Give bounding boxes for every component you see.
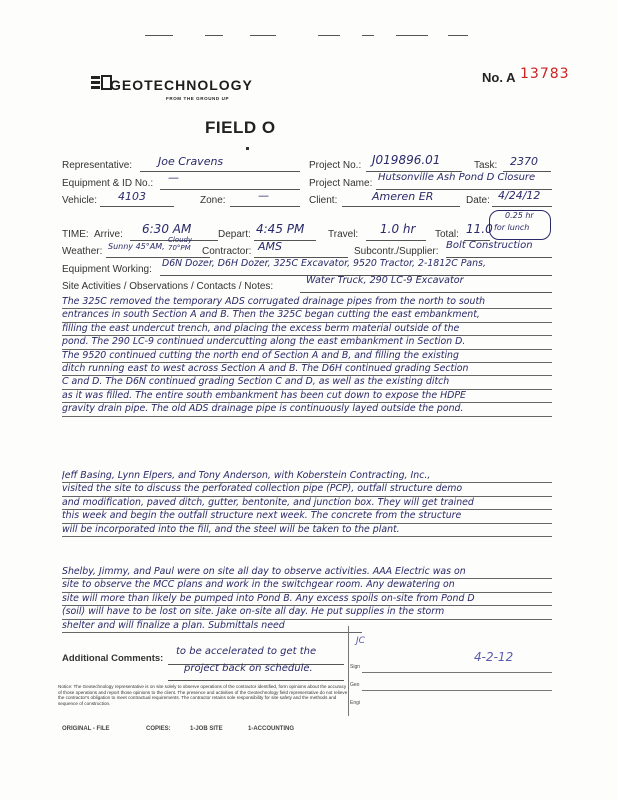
narrative-line: entrances in south Section A and B. Then the 325C began cutting the east embankment,: [62, 309, 552, 322]
zone-value: —: [258, 189, 269, 202]
contractor-value: AMS: [258, 240, 282, 253]
narrative-paragraph-2: [62, 470, 552, 537]
signature-label: Sign: [350, 664, 361, 670]
narrative-line: Jeff Basing, Lynn Elpers, and Tony Anderson, with Koberstein Contracting, Inc.,: [62, 470, 552, 483]
narrative-line: The 325C removed the temporary ADS corrugated drainage pipes from the north to south: [62, 296, 552, 309]
narrative-line: as it was filled. The entire south embankment has been cut down to expose the HDPE: [62, 390, 552, 403]
narrative-line: and modification, paved ditch, gutter, bentonite, and junction box. They will get trained: [62, 497, 552, 510]
scan-mark: [318, 35, 340, 36]
narrative-line: shelter and will finalize a plan. Submittals need: [62, 620, 362, 633]
geo-signature-line: [362, 690, 552, 691]
travel-label: Travel:: [328, 229, 359, 240]
narrative-line: this week and begin the outfall structure next week. The concrete from the structure: [62, 510, 552, 523]
zone-label: Zone:: [200, 195, 226, 206]
task-value: 2370: [510, 155, 538, 168]
vehicle-value: 4103: [118, 190, 146, 203]
time-label: TIME:: [62, 229, 89, 240]
scan-mark: [250, 35, 276, 36]
additional-comments-text-2: project back on schedule.: [184, 663, 313, 674]
copies-label: COPIES:: [146, 726, 171, 732]
client-value: Ameren ER: [372, 190, 434, 203]
sheet-number-label: No. A: [482, 70, 516, 85]
narrative-line: visited the site to discuss the perforated collection pipe (PCP), outfall structure demo: [62, 483, 552, 496]
representative-label: Representative:: [62, 160, 133, 171]
narrative-line: site will more than likely be pumped into Pond B. Any excess spoils on-site from Pond D: [62, 593, 552, 606]
narrative-line: gravity drain pipe. The old ADS drainage pipe is continuously layed outside the pond.: [62, 403, 552, 416]
site-activities-label: Site Activities / Observations / Contacts / Notes:: [62, 281, 274, 292]
depart-value: 4:45 PM: [256, 222, 305, 236]
date-label: Date:: [466, 195, 490, 206]
scan-mark: [362, 35, 374, 36]
engineer-label: Engi: [350, 700, 361, 706]
copy-accounting: 1-ACCOUNTING: [248, 726, 294, 732]
scan-mark: [205, 35, 223, 36]
original-file-label: ORIGINAL - FILE: [62, 726, 110, 732]
narrative-line: pond. The 290 LC-9 continued undercutting along the east embankment in Section D.: [62, 336, 552, 349]
sheet-number: 13783: [520, 66, 570, 82]
narrative-line: filling the east undercut trench, and placing the excess berm material outside of the: [62, 323, 552, 336]
narrative-line: Shelby, Jimmy, and Paul were on site all day to observe activities. AAA Electric was on: [62, 566, 552, 579]
signature-box-border: [348, 626, 349, 716]
notice-text: Notice: The Geotechnology representative is on site solely to observe operations of the contractor identified, form opinions about the accuracy of those operations and report those opinions to the client. The presence and activities of the Geotechnology field representative do not relieve the contractor's obligation to meet contractual requirements. The contractor retains sole responsibility for site safety and the methods and sequence of construction.: [58, 684, 348, 706]
scan-mark: [448, 35, 468, 36]
geotechnology-label: Geo: [350, 682, 360, 688]
narrative-line: C and D. The D6N continued grading Section C and D, as well as the existing ditch: [62, 376, 552, 389]
narrative-line: (soil) will have to be lost on site. Jake on-site all day. He put supplies in the storm: [62, 606, 552, 619]
total-label: Total:: [435, 229, 459, 240]
project-name-label: Project Name:: [309, 178, 373, 189]
narrative-line: site to observe the MCC plans and work in the switchgear room. Any dewatering on: [62, 579, 552, 592]
subcontractor-label: Subcontr./Supplier:: [354, 246, 439, 257]
total-note-1: 0.25 hr: [505, 211, 534, 220]
task-label: Task:: [474, 160, 498, 171]
equipment-working-value: D6N Dozer, D6H Dozer, 325C Excavator, 9520 Tractor, 2-1812C Pans,: [162, 258, 486, 269]
arrive-label: Arrive:: [94, 229, 123, 240]
logo-wordmark: GEOTECHNOLOGY: [110, 77, 253, 93]
site-activities-first: Water Truck, 290 LC-9 Excavator: [306, 275, 464, 286]
depart-label: Depart:: [218, 229, 251, 240]
scan-mark: [396, 35, 428, 36]
additional-comments-label: Additional Comments:: [62, 653, 164, 664]
date-value: 4/24/12: [498, 189, 541, 202]
equipment-id-label: Equipment & ID No.:: [62, 178, 154, 189]
weather-value-2: Cloudy: [168, 236, 193, 244]
vehicle-label: Vehicle:: [62, 195, 98, 206]
signature-initials: JC: [356, 636, 365, 646]
signature-line: [362, 672, 552, 673]
copy-job-site: 1-JOB SITE: [190, 726, 223, 732]
company-logo: [90, 74, 258, 96]
arrive-value: 6:30 AM: [142, 222, 192, 236]
weather-value: Sunny 45°AM,: [108, 242, 165, 251]
contractor-label: Contractor:: [202, 246, 252, 257]
form-title: FIELD O: [205, 118, 276, 137]
title-dot: [246, 147, 249, 150]
project-no-value: J019896.01: [372, 153, 441, 167]
logo-tagline: FROM THE GROUND UP: [166, 96, 230, 101]
equipment-id-line: [160, 175, 300, 190]
narrative-line: The 9520 continued cutting the north end of Section A and B, and filling the existing: [62, 350, 552, 363]
representative-value: Joe Cravens: [158, 155, 224, 168]
subcontractor-value: Bolt Construction: [446, 240, 533, 251]
narrative-line: ditch running east to west across Section A and B. The D6H continued grading Section: [62, 363, 552, 376]
narrative-paragraph-3: [62, 566, 552, 633]
narrative-line: will be incorporated into the fill, and the steel will be taken to the plant.: [62, 524, 552, 537]
total-note-2: for lunch: [494, 223, 530, 232]
weather-value-3: 70°PM: [168, 244, 191, 252]
project-no-label: Project No.:: [309, 160, 362, 171]
narrative-paragraph-1: [62, 296, 552, 417]
project-name-value: Hutsonville Ash Pond D Closure: [378, 172, 536, 183]
total-value: 11.0: [466, 222, 493, 236]
equipment-id-value: —: [168, 171, 179, 184]
scan-mark: [145, 35, 173, 36]
signed-date: 4-2-12: [474, 650, 514, 664]
travel-value: 1.0 hr: [380, 222, 416, 236]
equipment-working-label: Equipment Working:: [62, 264, 152, 275]
weather-label: Weather:: [62, 246, 103, 257]
additional-comments-text-1: to be accelerated to get the: [176, 646, 317, 657]
client-label: Client:: [309, 195, 338, 206]
